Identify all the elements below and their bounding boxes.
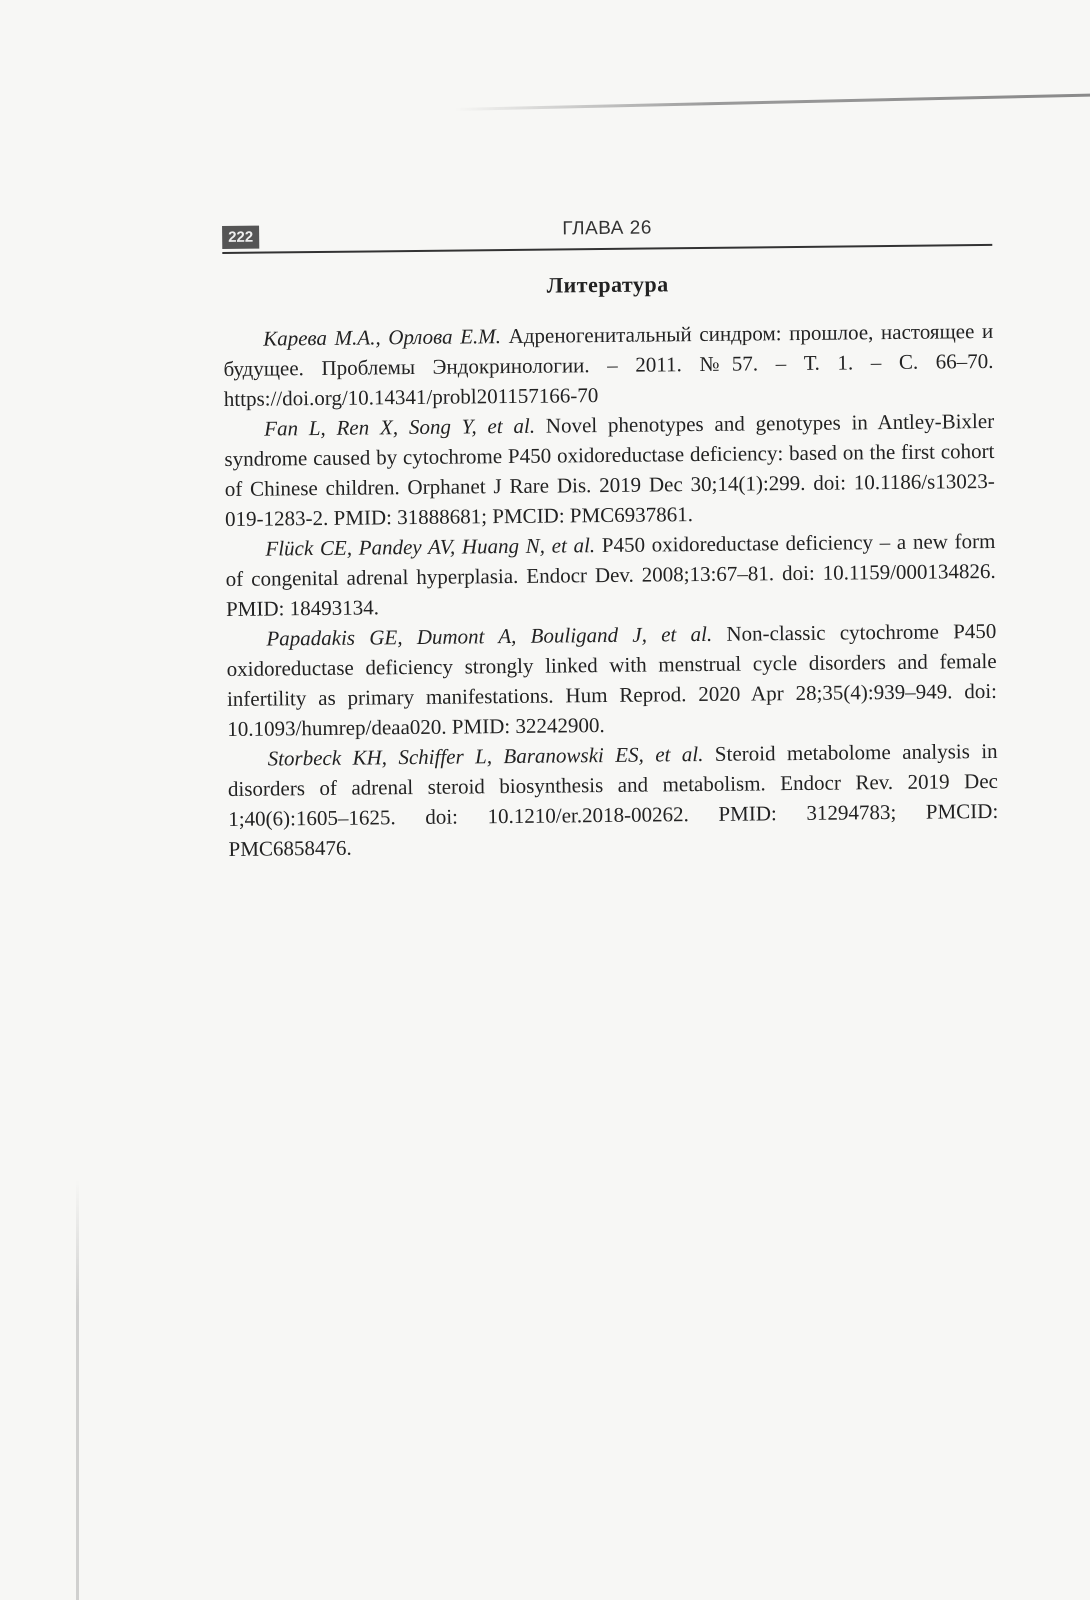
reference-item [227, 736, 998, 864]
reference-item [223, 316, 994, 414]
spine-shadow [76, 1180, 79, 1600]
reference-text: P450 oxidoreductase deficiency – a new form of congenital adrenal hyperplasia. Endocr Dev. 2008;13:67–81. doi: 10.1159/000134826. PMID: 18493134. [225, 528, 996, 621]
reference-text: Non-classic cytochrome P450 oxidoreductase deficiency strongly linked with menstrual cycle disorders and female infertility as primary manifestations. Hum Reprod. 2020 Apr 28;35(4):939–949. doi: 10.1093/humrep/deaa020. PMID: 32242900. [226, 618, 998, 741]
reference-authors: Карева М.А., Орлова Е.М. [263, 324, 502, 351]
reference-item [226, 616, 997, 744]
section-title: Литература [546, 271, 669, 298]
reference-authors: Papadakis GE, Dumont A, Bouligand J, et al. [266, 621, 713, 651]
reference-text: Адреногенитальный синдром: прошлое, настоящее и будущее. Проблемы Эндокринологии. – 2011. №57. – Т. 1. – С. 66–70. https://doi.org/10.14341/probl201157166-70 [223, 318, 994, 411]
reference-authors: Fan L, Ren X, Song Y, et al. [264, 413, 536, 441]
reference-list [223, 316, 999, 864]
chapter-title: ГЛАВА 26 [562, 217, 652, 240]
reference-authors: Flück CE, Pandey AV, Huang N, et al. [265, 533, 596, 561]
page-edge-shadow [455, 93, 1090, 111]
running-header [222, 214, 992, 254]
reference-text: Steroid metabolome analysis in disorders of adrenal steroid biosynthesis and metabolism. Endocr Rev. 2019 Dec 1;40(6):1605–1625. doi: 10.1210/er.2018-00262. PMID: 31294783; PMCID: PMC6858476. [227, 738, 999, 861]
reference-text: Novel phenotypes and genotypes in Antley-Bixler syndrome caused by cytochrome P450 oxidoreductase deficiency: based on the first cohort of Chinese children. Orphanet J Rare Dis. 2019 Dec 30;14(1):299. doi: 10.1186/s13023-019-1283-2. PMID: 31888681; PMCID: PMC6937861. [224, 408, 995, 531]
reference-authors: Storbeck KH, Schiffer L, Baranowski ES, et al. [267, 741, 704, 771]
reference-item [225, 526, 996, 624]
reference-item [224, 406, 995, 534]
book-page [222, 214, 999, 864]
page-number-badge: 222 [222, 226, 259, 249]
